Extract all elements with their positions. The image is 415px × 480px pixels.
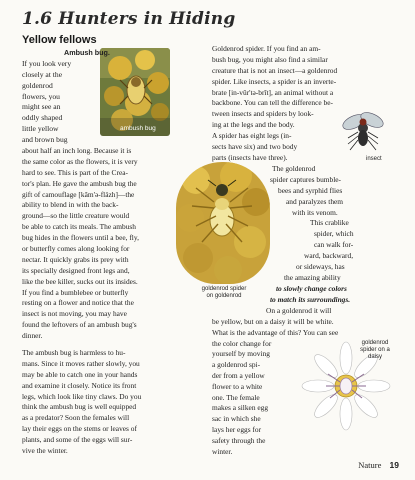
text-line: bush bug, you might also find a similar bbox=[212, 54, 328, 64]
page-title: 1.6 Hunters in Hiding bbox=[22, 9, 236, 29]
text-line: bees and syrphid flies bbox=[278, 185, 343, 195]
text-line: closely at the bbox=[22, 69, 63, 79]
text-line: to match its surroundings. bbox=[270, 294, 351, 304]
caption-line: spider on a bbox=[360, 347, 390, 353]
text-line: the same color as the flowers, it is very bbox=[22, 156, 138, 166]
text-line: might see an bbox=[22, 102, 61, 112]
text-line: tween insects and spiders by look- bbox=[212, 109, 314, 119]
text-line: flower to a white bbox=[212, 381, 263, 391]
text-line: about half an inch long. Because it is bbox=[22, 146, 132, 155]
left-intro-text bbox=[22, 48, 110, 146]
page-number: 19 bbox=[389, 460, 399, 470]
daisy-caption bbox=[354, 340, 396, 361]
text-line: This crablike bbox=[310, 218, 349, 228]
text-line: sac in which she bbox=[212, 414, 261, 424]
text-line: to slowly change colors bbox=[276, 283, 347, 293]
caption-line: goldenrod spider bbox=[201, 286, 247, 292]
text-line: one. The female bbox=[212, 392, 260, 402]
text-line: goldenrod bbox=[22, 80, 53, 90]
text-line: be yellow, but on a daisy it will be white. bbox=[212, 316, 334, 326]
text-line: If you look very bbox=[22, 58, 72, 68]
text-line: lay their eggs on the stems or leaves of bbox=[22, 424, 137, 434]
caption-line: daisy bbox=[367, 354, 382, 360]
text-line: A spider has eight legs (in- bbox=[212, 131, 292, 141]
text-line: sects have six) and two body bbox=[212, 142, 298, 152]
text-line: lays her eggs for bbox=[212, 425, 262, 435]
daisy-spider-figure bbox=[296, 338, 396, 436]
ambush-bug-label: ambush bug bbox=[120, 125, 156, 132]
text-line: backbone. You can tell the difference be- bbox=[212, 98, 333, 108]
text-line: with its venom. bbox=[292, 207, 338, 217]
ambush-bug-illustration bbox=[100, 48, 170, 136]
text-line: On a goldenrod it will bbox=[266, 306, 332, 315]
text-line: ability to blend in with the back- bbox=[22, 200, 119, 210]
text-line: plants, and some of the eggs will sur- bbox=[22, 435, 133, 445]
goldenrod-spider-photo bbox=[176, 162, 270, 284]
caption-line: goldenrod bbox=[361, 340, 389, 346]
text-line: little yellow bbox=[22, 124, 59, 134]
text-line: think the ambush bug is well equipped bbox=[22, 402, 137, 412]
text-line: safety through the bbox=[212, 436, 266, 446]
page-footer bbox=[358, 460, 399, 470]
text-line: hard to see. This is part of the Crea- bbox=[22, 167, 128, 177]
text-line: brate [in-vûr'tə-brĭt], an animal without a bbox=[212, 87, 334, 97]
text-line: oddly shaped bbox=[22, 113, 63, 123]
text-line: ing at the legs and the body. bbox=[212, 120, 295, 130]
text-line: as a predator? Soon the females will bbox=[22, 413, 130, 423]
text-line: its specially designed front legs and, bbox=[22, 265, 130, 275]
text-line: and paralyzes them bbox=[286, 196, 344, 206]
text-line: legs, which look like tiny claws. Do you bbox=[22, 391, 142, 401]
text-line: If you find a bumblebee or butterfly bbox=[22, 287, 129, 297]
text-line: resting on a flower and notice that the bbox=[22, 298, 134, 308]
text-line: creature that is not an insect—a goldenrod bbox=[212, 65, 338, 75]
goldenrod-spider-caption bbox=[186, 286, 262, 300]
text-line: Ambush bug. bbox=[64, 48, 110, 57]
text-line: What is the advantage of this? You can see bbox=[212, 327, 339, 337]
text-line: the amazing ability bbox=[284, 272, 341, 282]
text-line: yourself by moving bbox=[212, 349, 270, 358]
insect-figure bbox=[336, 108, 396, 164]
text-line: flowers, you bbox=[22, 91, 60, 101]
left-body-text bbox=[22, 146, 141, 457]
text-line: can walk for- bbox=[314, 240, 354, 250]
text-line: may be able to catch one in your hands bbox=[22, 369, 138, 379]
text-line: bug hides in the flowers until a bee, fly, bbox=[22, 233, 139, 243]
text-line: The ambush bug is harmless to hu- bbox=[22, 348, 126, 358]
text-line: ground—so the little creature would bbox=[22, 211, 130, 221]
text-line: the color change for bbox=[212, 338, 272, 348]
text-line: a goldenrod spi- bbox=[212, 359, 261, 369]
text-line: spider captures bumble- bbox=[270, 174, 342, 184]
text-line: and brown bug bbox=[22, 135, 68, 145]
section-subtitle: Yellow fellows bbox=[22, 34, 97, 46]
text-line: parts (insects have three). bbox=[212, 152, 288, 162]
text-line: like the bee killer, sucks out its insides. bbox=[22, 276, 138, 286]
text-line: insect is not moving, you may have bbox=[22, 309, 127, 319]
right-wrap-text bbox=[270, 164, 354, 306]
footer-section: Nature bbox=[358, 460, 382, 470]
text-line: gift of camouflage [kăm'ə-fläzh]—the bbox=[22, 189, 135, 199]
text-line: found the leftovers of an ambush bug's bbox=[22, 320, 137, 330]
text-line: nectar. It quickly grabs its prey with bbox=[22, 254, 129, 264]
text-line: ward, backward, bbox=[304, 251, 354, 261]
text-line: Goldenrod spider. If you find an am- bbox=[212, 44, 321, 53]
caption-line: on goldenrod bbox=[206, 293, 242, 299]
text-line: mans. Since it moves rather slowly, you bbox=[22, 358, 140, 368]
text-line: or sideways, has bbox=[296, 262, 345, 272]
text-line: dinner. bbox=[22, 331, 43, 341]
text-line: der from a yellow bbox=[212, 370, 265, 380]
text-line: tor's plan. He gave the ambush bug the bbox=[22, 178, 137, 188]
text-line: or butterfly comes along looking for bbox=[22, 244, 130, 254]
ambush-bug-photo bbox=[100, 48, 170, 136]
right-top-text bbox=[212, 44, 337, 164]
goldenrod-spider-illustration bbox=[176, 162, 270, 284]
text-line: winter. bbox=[212, 447, 233, 457]
text-line: The goldenrod bbox=[272, 164, 316, 173]
text-line: and examine it closely. Notice its front bbox=[22, 380, 137, 390]
text-line: makes a silken egg bbox=[212, 403, 269, 413]
text-line: spider, which bbox=[314, 229, 354, 239]
text-line: vive the winter. bbox=[22, 446, 68, 456]
insect-label: insect bbox=[366, 156, 382, 162]
fly-icon bbox=[336, 108, 396, 156]
right-narrow-text bbox=[212, 349, 270, 458]
text-line: spider. Like insects, a spider is an inverte- bbox=[212, 76, 337, 86]
text-line: be able to catch its meals. The ambush bbox=[22, 222, 136, 232]
